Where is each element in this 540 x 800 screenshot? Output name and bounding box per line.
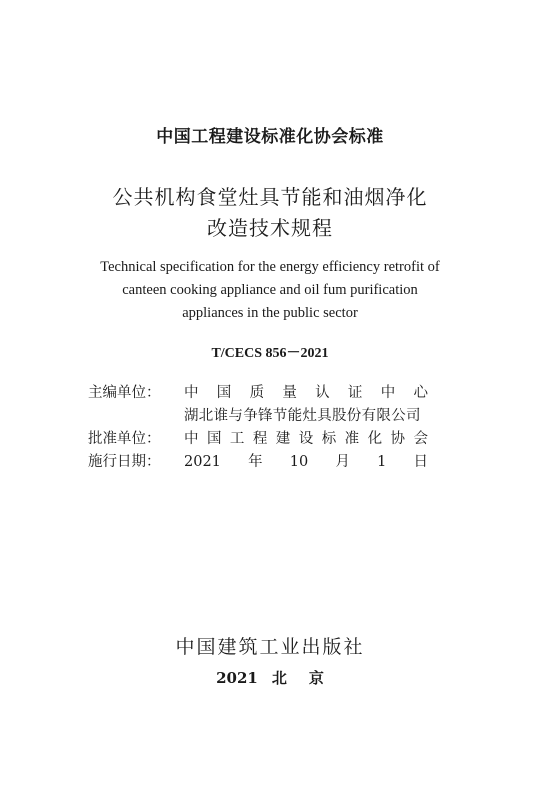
- english-title-line-2: canteen cooking appliance and oil fum purification: [122, 282, 418, 298]
- year-and-city: [0, 667, 540, 688]
- approver-row: [0, 427, 540, 447]
- effective-date-label: 施行日期：: [88, 454, 161, 470]
- standard-code: T/CECS 856－2021: [211, 346, 329, 361]
- city-char-2: 京: [308, 669, 324, 687]
- effective-date-value: 2021年10月1日: [184, 454, 428, 470]
- city-char-1: 北: [271, 669, 287, 687]
- approver-label: 批准单位：: [88, 431, 161, 447]
- editor-row-2: [0, 404, 540, 424]
- approver-value: 中国工程建设标准化协会: [184, 431, 428, 447]
- editor-value-2: 湖北谁与争锋节能灶具股份有限公司: [184, 408, 421, 424]
- effective-date-row: [0, 450, 540, 470]
- publication-year: 2021: [216, 669, 258, 687]
- english-title-line-3: appliances in the public sector: [182, 305, 358, 321]
- editor-row: [0, 381, 540, 401]
- english-title-line-1: Technical specification for the energy efficiency retrofit of: [100, 259, 440, 275]
- chinese-title-line-1: 公共机构食堂灶具节能和油烟净化: [112, 185, 428, 209]
- editor-label: 主编单位：: [88, 385, 161, 401]
- publisher-name: 中国建筑工业出版社: [175, 636, 365, 658]
- chinese-title-line-2: 改造技术规程: [207, 216, 333, 240]
- editor-value-1: 中国质量认证中心: [184, 385, 428, 401]
- association-header: 中国工程建设标准化协会标准: [156, 127, 384, 147]
